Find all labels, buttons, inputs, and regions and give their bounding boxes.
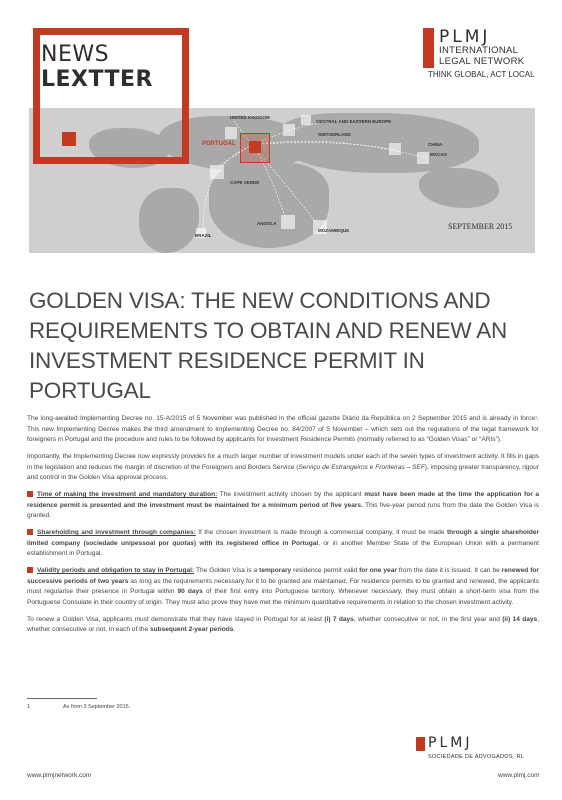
text-span: ) with its registered office in Portugal (193, 539, 319, 547)
text-span: (i) 7 days (324, 615, 354, 623)
text-span: The Golden Visa is a (194, 567, 260, 574)
map-label-switzerland: SWITZERLAND (318, 132, 351, 137)
footnote-divider (27, 698, 97, 699)
footer-link-plmj[interactable]: www.plmj.com (498, 772, 540, 779)
text-span: temporary (259, 567, 292, 574)
decor-square (62, 132, 76, 146)
issue-date: SEPTEMBER 2015 (448, 222, 513, 231)
footer-link-network[interactable]: www.plmjnetwork.com (27, 772, 92, 779)
text-span: as long as the requirements necessary for it to be granted are maintained. For residence permits to be granted and renewed, the applicants must regularise their presence in Portugal within (27, 577, 539, 595)
bullet-square (27, 491, 33, 497)
section-heading: Validity periods and obligation to stay in Portugal: (37, 567, 195, 574)
map-label-mozambique: MOZAMBIQUE (318, 228, 350, 233)
map-marker (301, 115, 311, 125)
text-span: If the chosen investment is made through a commercial company, it must be made (195, 529, 447, 536)
footer-logo-subtitle: SOCIEDADE DE ADVOGADOS, RL (428, 754, 525, 760)
logo-mark (423, 28, 434, 68)
text-span: (ii) 14 days (502, 615, 538, 623)
map-label-central-europe: CENTRAL AND EASTERN EUROPE (316, 119, 392, 124)
logo-mark (416, 737, 425, 751)
article-title: GOLDEN VISA: THE NEW CONDITIONS AND REQUIREMENTS TO OBTAIN AND RENEW AN INVESTMENT RESIDENCE PERMIT IN PORTUGAL (29, 288, 508, 403)
text-span: To renew a Golden Visa, applicants must demonstrate that they have stayed in Portugal for at least (27, 615, 325, 623)
article-body (27, 414, 539, 642)
text-span: 90 days (177, 588, 203, 595)
logo-sub-line1: INTERNATIONAL (439, 45, 519, 56)
footnote-number: 1 (27, 704, 31, 710)
text-span: The investment activity chosen by the applicant (217, 491, 365, 498)
section-validity (27, 566, 539, 608)
text-span: renewed for successive periods of two years (27, 567, 539, 585)
text-span: Serviço de Estrangeiros e Fronteiras – SEF (298, 463, 425, 471)
map-marker (225, 127, 237, 139)
section-heading: Time of making the investment and mandatory duration: (37, 491, 218, 498)
section-heading: Shareholding and investment through companies: (37, 529, 196, 536)
logo-subtitle (439, 45, 524, 67)
news-line2: LEXTTER (41, 67, 153, 92)
logo-sub-line2: LEGAL NETWORK (439, 56, 525, 67)
portugal-marker (249, 141, 261, 153)
text-span: , or in another Member State of the European Union with a permanent establishment in Portugal. (27, 539, 539, 557)
text-span: must have been made at the time the application for a residence permit is presented and the investment must be maintained for a minimum period of five years. (27, 491, 539, 509)
map-label-china: CHINA (428, 142, 443, 147)
paragraph-implementing-decree (27, 452, 539, 484)
section-shareholding (27, 528, 539, 560)
newsletter-title (41, 42, 153, 92)
text-span: subsequent 2-year periods (150, 626, 234, 633)
text-span: This five-year period runs from the date the Golden Visa is granted. (27, 501, 539, 519)
map-marker (210, 165, 224, 179)
map-label-macao: MACAO (430, 152, 447, 157)
footer-logo-wordmark: PLMJ (428, 735, 473, 751)
map-label-cape-verde: CAPE VERDE (230, 180, 260, 185)
footnote-text: As from 3 September 2015. (63, 704, 131, 710)
text-span: through a single shareholder limited company (sociedade unipessoal por (27, 529, 540, 547)
paragraph-intro: The long-awaited Implementing Decree no. 15-A/2015 of 5 November was published in the official gazette Diário da República on 2 September 2015 and is already in force¹. This new Implementing Decree makes the third amendment to Implementing Decree no. 84/2007 of 5 November – which sets out the regulations of the legal framework for foreigners in Portugal and the procedure and rules to be followed by applicants for Investment Residence Permits (normally referred to as “Golden Visas” or “ARIs”). (27, 415, 539, 443)
map-marker (417, 152, 429, 164)
text-span: Importantly, the Implementing Decree now expressly provides for a much larger number of investment models under each of the seven types of investment activity. It fills in gaps in the legislation and reduces the margin of discretion of the Foreigners and Borders Service ( (27, 453, 539, 471)
text-span: ), imposing greater transparency, rigour and control in the Golden Visa approval process. (27, 463, 540, 481)
text-span: residence permit valid (291, 567, 360, 574)
text-span: , whether consecutive or not, in each of the (27, 615, 540, 633)
map-label-portugal: PORTUGAL (202, 141, 236, 147)
map-marker (281, 215, 295, 229)
text-span: for one year (359, 567, 397, 574)
text-span: of their first entry into Portuguese territory. Whenever necessary, they must obtain a short-term visa from the Portuguese Consulate in their country of origin. They must also prove they have met the minimum quantitative requirements in relation to the chosen investment activity. (27, 588, 540, 606)
map-label-brazil: BRAZIL (195, 233, 212, 238)
text-span: from the date it is issued. It can be (396, 567, 502, 574)
map-label-uk: UNITED KINGDOM (230, 115, 270, 120)
bullet-square (27, 529, 33, 535)
map-marker (283, 124, 295, 136)
tagline: THINK GLOBAL, ACT LOCAL (428, 70, 535, 79)
map-label-angola: ANGOLA (257, 221, 277, 226)
map-marker (389, 143, 401, 155)
news-line1: NEWS (41, 42, 110, 67)
bullet-square (27, 567, 33, 573)
paragraph-renewal (27, 615, 539, 636)
text-span: , whether consecutive or not, in the first year and (353, 615, 503, 623)
logo-wordmark: PLMJ (439, 27, 491, 47)
text-span: . (233, 626, 236, 633)
text-span: quotas (172, 539, 194, 547)
section-investment-timing (27, 490, 539, 522)
